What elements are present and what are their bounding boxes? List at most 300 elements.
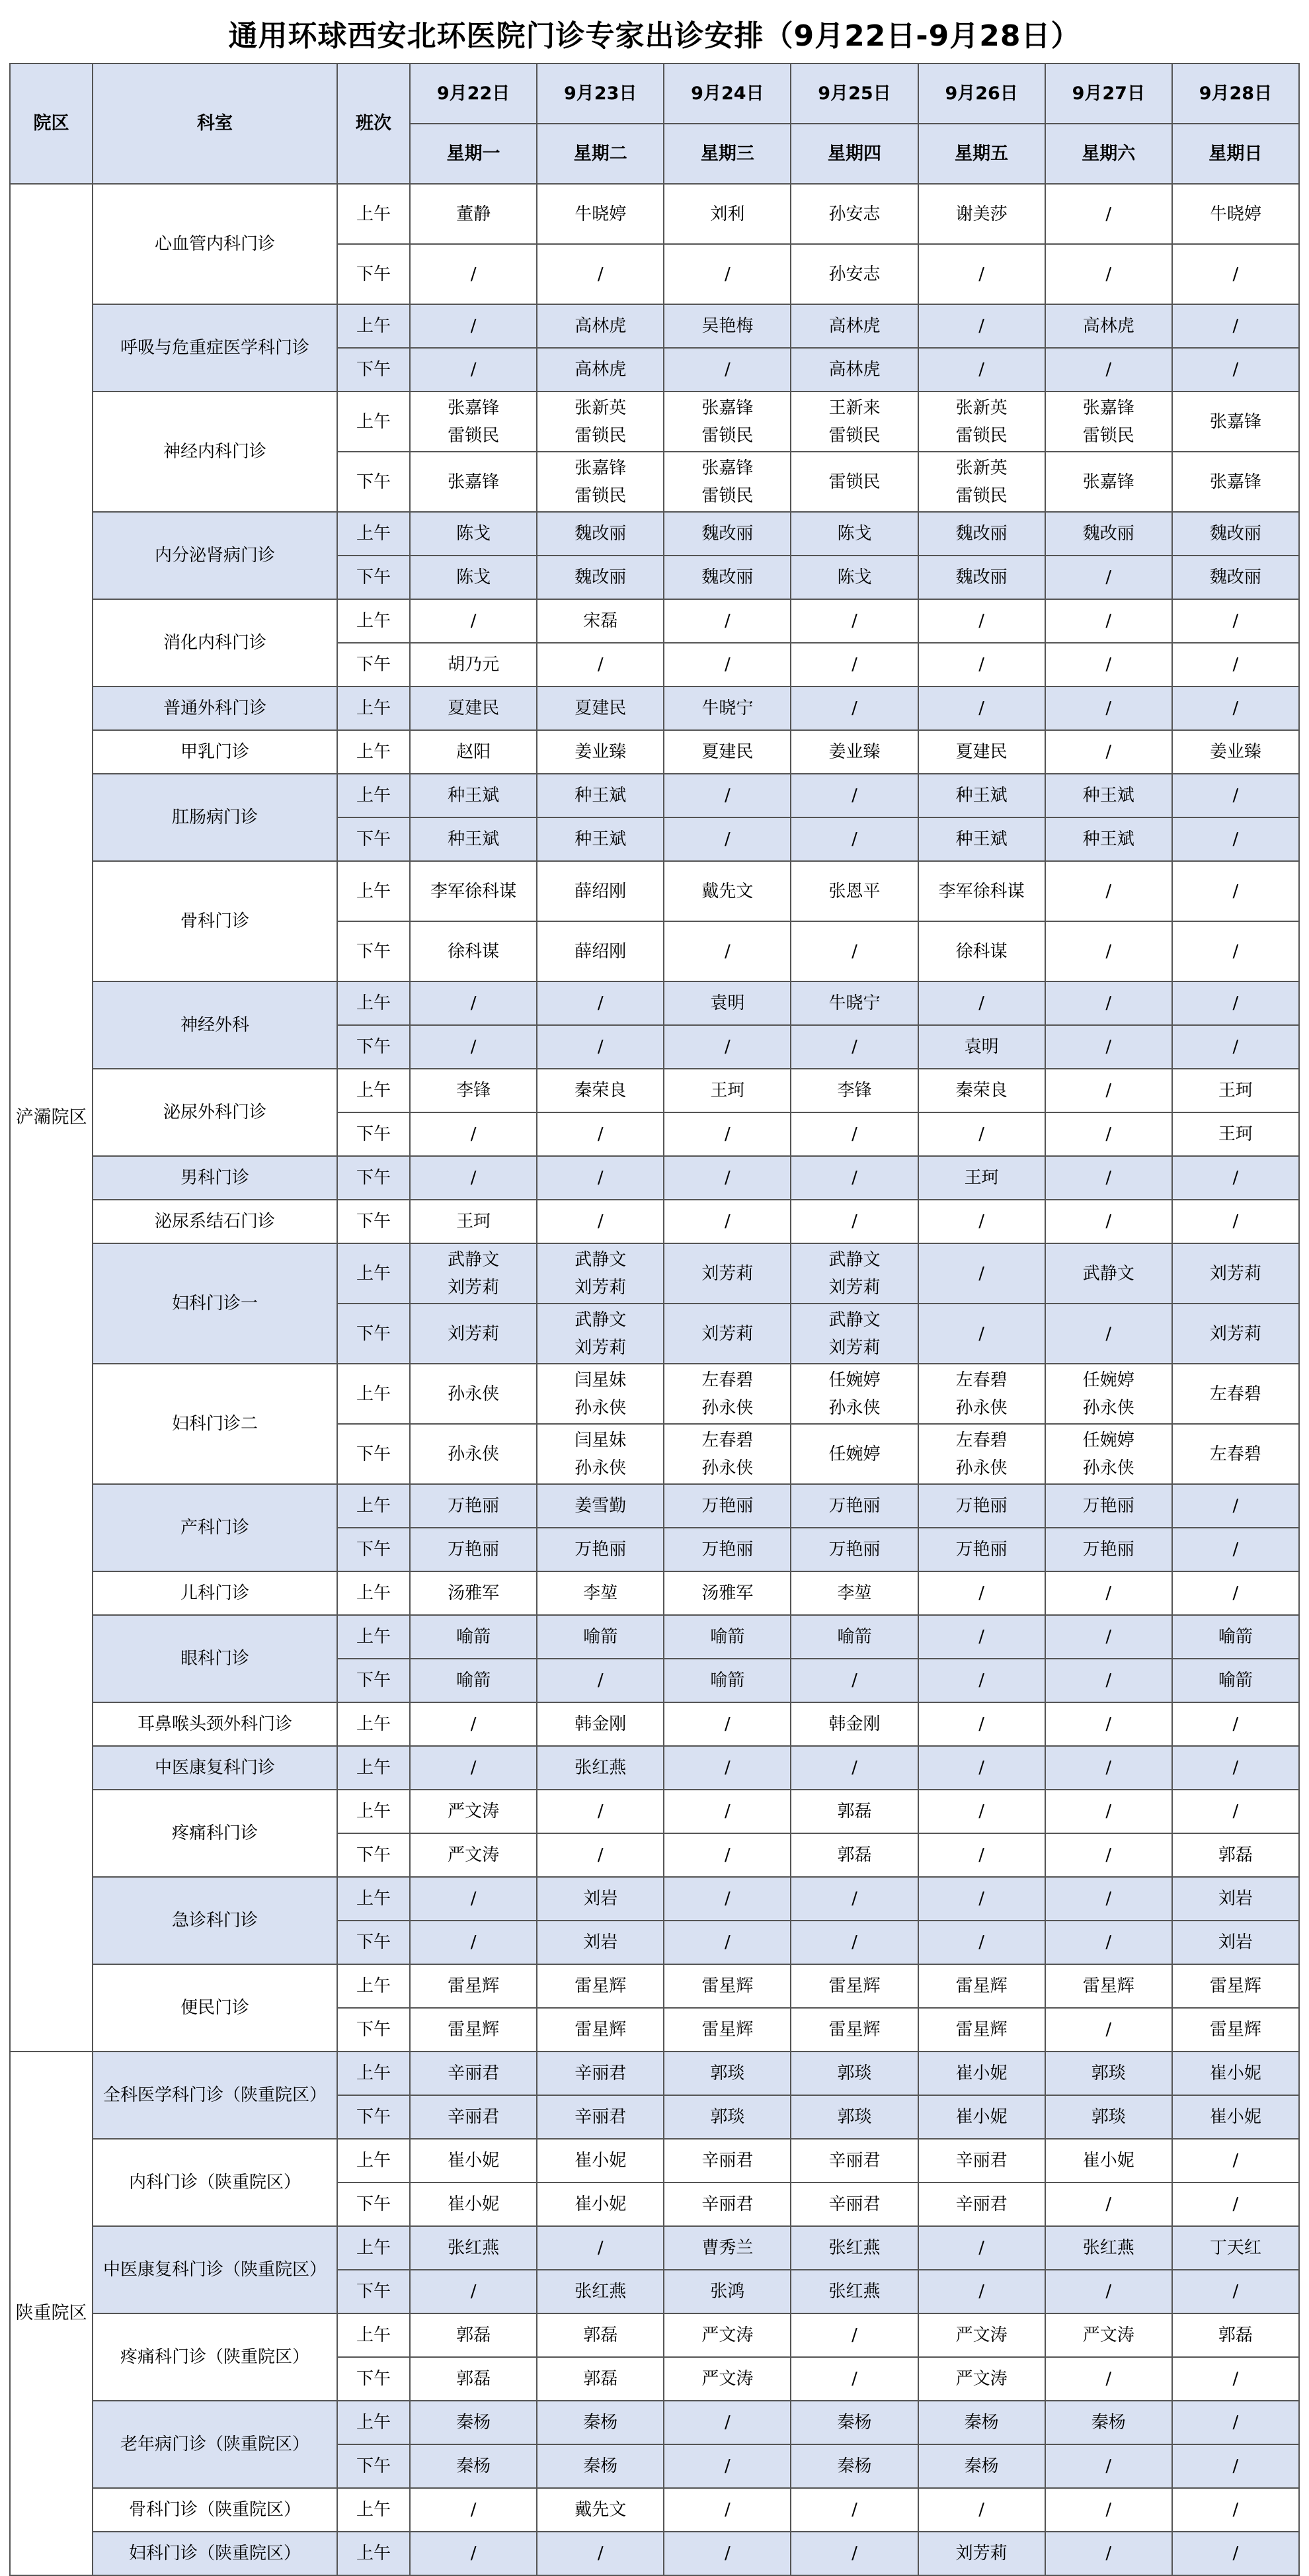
doctor-cell: 袁明 (918, 1025, 1045, 1069)
header-weekday: 星期六 (1045, 124, 1172, 184)
doctor-cell: / (1045, 184, 1172, 244)
doctor-cell: / (1045, 1304, 1172, 1364)
doctor-cell: 汤雅军 (410, 1571, 537, 1615)
doctor-cell: 刘芳莉 (664, 1304, 791, 1364)
doctor-cell (410, 392, 537, 452)
header-date: 9月28日 (1172, 63, 1299, 124)
doctor-cell: 郭磊 (410, 2313, 537, 2357)
department-cell: 神经外科 (93, 981, 337, 1069)
doctor-cell: 宋磊 (537, 599, 664, 643)
table-row (10, 1702, 1299, 1746)
doctor-cell: 孙安志 (791, 184, 918, 244)
session-cell: 上午 (337, 304, 410, 348)
doctor-cell: / (791, 2488, 918, 2532)
doctor-cell: 左春碧 (1172, 1424, 1299, 1484)
doctor-name: 武静文 (575, 1249, 627, 1270)
department-cell: 老年病门诊（陕重院区） (93, 2401, 337, 2488)
doctor-cell: / (410, 304, 537, 348)
doctor-cell (664, 1364, 791, 1424)
doctor-cell: / (410, 599, 537, 643)
doctor-cell: 郭磊 (1172, 1833, 1299, 1877)
doctor-cell: 魏改丽 (537, 512, 664, 556)
doctor-cell: 喻箭 (1172, 1659, 1299, 1702)
doctor-cell: / (1172, 2401, 1299, 2444)
doctor-cell: / (791, 1877, 918, 1921)
header-weekday: 星期日 (1172, 124, 1299, 184)
doctor-cell: / (918, 1790, 1045, 1833)
doctor-cell: 薛绍刚 (537, 861, 664, 921)
session-cell: 上午 (337, 1484, 410, 1528)
doctor-cell: / (918, 1112, 1045, 1156)
doctor-cell: 董静 (410, 184, 537, 244)
doctor-cell: / (918, 1304, 1045, 1364)
doctor-cell: / (1172, 1156, 1299, 1200)
department-cell: 泌尿外科门诊 (93, 1069, 337, 1156)
session-cell: 下午 (337, 1833, 410, 1877)
doctor-cell: 牛晓婷 (537, 184, 664, 244)
doctor-cell: 雷星辉 (537, 1964, 664, 2008)
doctor-name: 左春碧 (701, 1430, 754, 1450)
doctor-cell: / (1172, 2444, 1299, 2488)
session-cell: 下午 (337, 244, 410, 304)
doctor-cell: 雷星辉 (918, 1964, 1045, 2008)
doctor-cell: 李锋 (410, 1069, 537, 1112)
doctor-cell: / (1172, 1484, 1299, 1528)
doctor-cell: 高林虎 (537, 348, 664, 392)
doctor-cell: / (537, 2226, 664, 2270)
doctor-cell: / (918, 686, 1045, 730)
doctor-cell: 种王斌 (537, 774, 664, 817)
doctor-cell: 夏建民 (664, 730, 791, 774)
department-cell: 骨科门诊 (93, 861, 337, 981)
doctor-cell: 牛晓婷 (1172, 184, 1299, 244)
doctor-cell: 辛丽君 (410, 2095, 537, 2139)
doctor-cell: / (1045, 1615, 1172, 1659)
doctor-cell: 严文涛 (664, 2357, 791, 2401)
session-cell: 下午 (337, 348, 410, 392)
doctor-cell: 张嘉锋 (1172, 452, 1299, 512)
campus-cell: 陕重院区 (10, 2052, 93, 2575)
department-cell: 便民门诊 (93, 1964, 337, 2052)
session-cell: 下午 (337, 921, 410, 981)
doctor-name: 左春碧 (955, 1370, 1008, 1390)
doctor-cell: 辛丽君 (791, 2182, 918, 2226)
doctor-cell (537, 1304, 664, 1364)
doctor-cell: / (664, 1025, 791, 1069)
doctor-cell: 丁天红 (1172, 2226, 1299, 2270)
table-row (10, 392, 1299, 452)
header-campus: 院区 (10, 63, 93, 184)
doctor-cell: 崔小妮 (1172, 2095, 1299, 2139)
doctor-cell: / (918, 1702, 1045, 1746)
department-cell: 疼痛科门诊（陕重院区） (93, 2313, 337, 2401)
header-weekday: 星期四 (791, 124, 918, 184)
department-cell: 肛肠病门诊 (93, 774, 337, 861)
doctor-cell: 万艳丽 (918, 1528, 1045, 1571)
doctor-cell: 孙永侠 (410, 1364, 537, 1424)
table-row (10, 1571, 1299, 1615)
department-cell: 中医康复科门诊（陕重院区） (93, 2226, 337, 2313)
doctor-cell: / (410, 1746, 537, 1790)
doctor-cell: 崔小妮 (1172, 2052, 1299, 2095)
session-cell: 下午 (337, 452, 410, 512)
doctor-cell: / (918, 643, 1045, 686)
doctor-name: 雷锁民 (1082, 425, 1134, 446)
doctor-cell: / (791, 2313, 918, 2357)
doctor-name: 雷锁民 (955, 485, 1008, 506)
doctor-cell: 秦杨 (537, 2444, 664, 2488)
doctor-cell: / (791, 1921, 918, 1964)
session-cell: 下午 (337, 643, 410, 686)
doctor-name: 刘芳莉 (575, 1277, 627, 1298)
doctor-cell: 种王斌 (1045, 817, 1172, 861)
doctor-cell: 戴先文 (664, 861, 791, 921)
header-weekday: 星期三 (664, 124, 791, 184)
doctor-cell: / (1045, 1921, 1172, 1964)
table-row (10, 1964, 1299, 2008)
session-cell: 下午 (337, 1659, 410, 1702)
department-cell: 眼科门诊 (93, 1615, 337, 1702)
session-cell: 上午 (337, 1069, 410, 1112)
session-cell: 上午 (337, 2401, 410, 2444)
doctor-cell: 高林虎 (791, 348, 918, 392)
department-cell: 男科门诊 (93, 1156, 337, 1200)
table-row (10, 1364, 1299, 1424)
doctor-cell: 高林虎 (1045, 304, 1172, 348)
session-cell: 上午 (337, 1790, 410, 1833)
doctor-cell: / (918, 2270, 1045, 2313)
doctor-cell: / (664, 1156, 791, 1200)
doctor-cell: 刘岩 (1172, 1921, 1299, 1964)
session-cell: 上午 (337, 2226, 410, 2270)
doctor-name: 张嘉锋 (448, 397, 500, 418)
doctor-cell (537, 1243, 664, 1304)
doctor-name: 雷锁民 (448, 425, 500, 446)
doctor-cell: / (918, 981, 1045, 1025)
doctor-cell: 刘岩 (537, 1877, 664, 1921)
doctor-cell: / (918, 304, 1045, 348)
doctor-name: 雷锁民 (575, 425, 627, 446)
doctor-cell: / (410, 2488, 537, 2532)
doctor-cell: 郭琰 (791, 2052, 918, 2095)
doctor-name: 张新英 (955, 397, 1008, 418)
doctor-cell: / (410, 1025, 537, 1069)
doctor-cell: / (1172, 1200, 1299, 1243)
doctor-cell: 万艳丽 (537, 1528, 664, 1571)
session-cell: 上午 (337, 1746, 410, 1790)
doctor-cell: 雷星辉 (791, 1964, 918, 2008)
doctor-cell: 种王斌 (918, 774, 1045, 817)
doctor-cell (1045, 392, 1172, 452)
doctor-cell: 崔小妮 (1045, 2139, 1172, 2182)
doctor-cell: 喻箭 (791, 1615, 918, 1659)
doctor-name: 张新英 (575, 397, 627, 418)
doctor-cell: / (410, 348, 537, 392)
doctor-name: 雷锁民 (828, 425, 881, 446)
doctor-name: 雷锁民 (701, 485, 754, 506)
doctor-cell: / (664, 348, 791, 392)
doctor-name: 武静文 (828, 1249, 881, 1270)
doctor-cell: 陈戈 (410, 512, 537, 556)
header-date: 9月22日 (410, 63, 537, 124)
doctor-cell: 雷星辉 (1172, 2008, 1299, 2052)
doctor-cell: / (918, 348, 1045, 392)
doctor-cell: 孙安志 (791, 244, 918, 304)
doctor-cell: 秦杨 (1045, 2401, 1172, 2444)
table-row (10, 730, 1299, 774)
doctor-cell: 雷星辉 (791, 2008, 918, 2052)
doctor-cell: 刘芳莉 (1172, 1243, 1299, 1304)
doctor-cell: 种王斌 (1045, 774, 1172, 817)
doctor-cell: / (1172, 348, 1299, 392)
doctor-cell: / (410, 2270, 537, 2313)
doctor-cell: 刘芳莉 (664, 1243, 791, 1304)
doctor-cell: / (1045, 861, 1172, 921)
session-cell: 上午 (337, 392, 410, 452)
doctor-name: 刘芳莉 (828, 1277, 881, 1298)
doctor-cell (537, 452, 664, 512)
doctor-name: 张嘉锋 (701, 458, 754, 478)
campus-cell: 浐灞院区 (10, 184, 93, 2052)
department-cell: 急诊科门诊 (93, 1877, 337, 1964)
doctor-cell: 郭磊 (1172, 2313, 1299, 2357)
doctor-cell: 张嘉锋 (410, 452, 537, 512)
session-cell: 下午 (337, 2008, 410, 2052)
table-row (10, 2313, 1299, 2357)
doctor-cell: / (1045, 1200, 1172, 1243)
session-cell: 下午 (337, 1424, 410, 1484)
doctor-name: 武静文 (575, 1309, 627, 1330)
doctor-cell: 张红燕 (537, 1746, 664, 1790)
doctor-cell: 张恩平 (791, 861, 918, 921)
doctor-cell: / (791, 774, 918, 817)
header-date: 9月26日 (918, 63, 1045, 124)
doctor-cell: / (918, 2226, 1045, 2270)
doctor-cell: 严文涛 (1045, 2313, 1172, 2357)
table-row (10, 2226, 1299, 2270)
doctor-cell: 孙永侠 (410, 1424, 537, 1484)
doctor-cell: / (1045, 1571, 1172, 1615)
table-row (10, 1615, 1299, 1659)
doctor-cell: 雷星辉 (664, 1964, 791, 2008)
session-cell: 上午 (337, 1964, 410, 2008)
doctor-cell: / (791, 1659, 918, 1702)
doctor-cell: / (1045, 556, 1172, 599)
doctor-cell: 秦荣良 (537, 1069, 664, 1112)
table-row (10, 184, 1299, 244)
doctor-cell: 雷星辉 (1045, 1964, 1172, 2008)
doctor-cell: / (918, 2488, 1045, 2532)
doctor-cell: / (918, 599, 1045, 643)
session-cell: 下午 (337, 2444, 410, 2488)
doctor-cell: / (664, 774, 791, 817)
doctor-name: 孙永侠 (701, 1458, 754, 1478)
doctor-name: 雷锁民 (955, 425, 1008, 446)
doctor-cell: / (791, 1200, 918, 1243)
doctor-cell: / (664, 2532, 791, 2575)
table-row (10, 774, 1299, 817)
doctor-cell: / (537, 1790, 664, 1833)
doctor-cell: / (1045, 1659, 1172, 1702)
doctor-cell: / (537, 1112, 664, 1156)
doctor-cell: 崔小妮 (537, 2182, 664, 2226)
session-cell: 下午 (337, 2357, 410, 2401)
session-cell: 上午 (337, 1877, 410, 1921)
doctor-cell: 万艳丽 (410, 1528, 537, 1571)
table-row (10, 304, 1299, 348)
doctor-cell: / (1172, 921, 1299, 981)
doctor-cell: / (1045, 2270, 1172, 2313)
table-row (10, 2401, 1299, 2444)
doctor-cell: 严文涛 (410, 1833, 537, 1877)
doctor-name: 王新来 (828, 397, 881, 418)
department-cell: 甲乳门诊 (93, 730, 337, 774)
doctor-cell: 种王斌 (918, 817, 1045, 861)
doctor-cell (1045, 1364, 1172, 1424)
doctor-cell: / (1045, 1833, 1172, 1877)
session-cell: 上午 (337, 730, 410, 774)
doctor-cell: / (1045, 1702, 1172, 1746)
doctor-cell: / (664, 1702, 791, 1746)
session-cell: 上午 (337, 981, 410, 1025)
doctor-cell: / (664, 2444, 791, 2488)
doctor-cell (791, 1364, 918, 1424)
doctor-cell: 喻箭 (664, 1659, 791, 1702)
table-row (10, 1790, 1299, 1833)
doctor-cell: / (1172, 2357, 1299, 2401)
doctor-cell: 夏建民 (410, 686, 537, 730)
department-cell: 心血管内科门诊 (93, 184, 337, 304)
doctor-cell: 姜业臻 (1172, 730, 1299, 774)
doctor-cell: 薛绍刚 (537, 921, 664, 981)
department-cell: 妇科门诊二 (93, 1364, 337, 1484)
doctor-name: 张嘉锋 (575, 458, 627, 478)
doctor-cell: / (1172, 2270, 1299, 2313)
doctor-cell: 严文涛 (664, 2313, 791, 2357)
doctor-cell: 汤雅军 (664, 1571, 791, 1615)
doctor-cell: 辛丽君 (664, 2139, 791, 2182)
doctor-cell: / (1172, 1025, 1299, 1069)
doctor-cell: 喻箭 (410, 1659, 537, 1702)
table-row (10, 1877, 1299, 1921)
doctor-cell: / (410, 1921, 537, 1964)
doctor-name: 孙永侠 (701, 1397, 754, 1418)
department-cell: 儿科门诊 (93, 1571, 337, 1615)
doctor-cell: 陈戈 (791, 556, 918, 599)
doctor-cell: 姜业臻 (791, 730, 918, 774)
doctor-cell: 徐科谋 (410, 921, 537, 981)
doctor-cell: / (1045, 2008, 1172, 2052)
doctor-cell: / (1045, 2444, 1172, 2488)
table-row (10, 1069, 1299, 1112)
doctor-cell: 种王斌 (537, 817, 664, 861)
doctor-name: 任婉婷 (1082, 1430, 1134, 1450)
doctor-cell (918, 452, 1045, 512)
doctor-cell: / (410, 1702, 537, 1746)
doctor-cell: / (918, 1571, 1045, 1615)
doctor-name: 闫星妹 (575, 1430, 627, 1450)
doctor-cell: 魏改丽 (918, 512, 1045, 556)
doctor-cell: 辛丽君 (537, 2052, 664, 2095)
department-cell: 呼吸与危重症医学科门诊 (93, 304, 337, 392)
table-row (10, 1156, 1299, 1200)
session-cell: 下午 (337, 2095, 410, 2139)
doctor-cell: / (410, 244, 537, 304)
doctor-name: 张新英 (955, 458, 1008, 478)
doctor-cell: 郭磊 (537, 2357, 664, 2401)
session-cell: 上午 (337, 599, 410, 643)
doctor-name: 雷锁民 (701, 425, 754, 446)
doctor-cell: / (791, 1112, 918, 1156)
doctor-cell: 夏建民 (537, 686, 664, 730)
doctor-cell: 秦杨 (410, 2401, 537, 2444)
doctor-cell: 魏改丽 (664, 556, 791, 599)
department-cell: 耳鼻喉头颈外科门诊 (93, 1702, 337, 1746)
doctor-cell: / (1045, 1025, 1172, 1069)
doctor-cell: 刘芳莉 (410, 1304, 537, 1364)
doctor-name: 左春碧 (955, 1430, 1008, 1450)
doctor-cell: 辛丽君 (664, 2182, 791, 2226)
doctor-cell: 秦荣良 (918, 1069, 1045, 1112)
doctor-cell: / (791, 817, 918, 861)
doctor-name: 孙永侠 (828, 1397, 881, 1418)
table-row (10, 2488, 1299, 2532)
doctor-name: 左春碧 (701, 1370, 754, 1390)
doctor-cell: / (791, 599, 918, 643)
doctor-cell: 秦杨 (791, 2444, 918, 2488)
session-cell: 上午 (337, 2488, 410, 2532)
doctor-cell: 张鸿 (664, 2270, 791, 2313)
doctor-cell: / (1172, 1746, 1299, 1790)
doctor-cell: / (664, 599, 791, 643)
session-cell: 上午 (337, 1615, 410, 1659)
header-row-dates (10, 63, 1299, 124)
department-cell: 妇科门诊（陕重院区） (93, 2532, 337, 2575)
doctor-cell: 崔小妮 (918, 2095, 1045, 2139)
doctor-name: 孙永侠 (1082, 1397, 1134, 1418)
session-cell: 上午 (337, 1364, 410, 1424)
department-cell: 消化内科门诊 (93, 599, 337, 686)
doctor-cell (918, 1364, 1045, 1424)
doctor-cell: 崔小妮 (410, 2182, 537, 2226)
doctor-cell (664, 452, 791, 512)
doctor-cell: 魏改丽 (1172, 556, 1299, 599)
doctor-cell: 辛丽君 (410, 2052, 537, 2095)
doctor-cell: / (664, 1746, 791, 1790)
doctor-cell: 秦杨 (410, 2444, 537, 2488)
doctor-cell: / (537, 1156, 664, 1200)
doctor-name: 刘芳莉 (828, 1337, 881, 1358)
doctor-cell: / (918, 1746, 1045, 1790)
doctor-cell: 李锋 (791, 1069, 918, 1112)
doctor-cell (537, 1424, 664, 1484)
doctor-name: 武静文 (828, 1309, 881, 1330)
session-cell: 上午 (337, 774, 410, 817)
doctor-name: 任婉婷 (828, 1370, 881, 1390)
doctor-name: 雷锁民 (575, 485, 627, 506)
doctor-cell: 任婉婷 (791, 1424, 918, 1484)
doctor-cell: 张红燕 (791, 2270, 918, 2313)
doctor-cell: 袁明 (664, 981, 791, 1025)
doctor-cell: / (1172, 599, 1299, 643)
header-weekday: 星期二 (537, 124, 664, 184)
doctor-cell: 陈戈 (791, 512, 918, 556)
doctor-cell: / (537, 1200, 664, 1243)
session-cell: 上午 (337, 184, 410, 244)
doctor-cell: / (1045, 2488, 1172, 2532)
doctor-cell: 秦杨 (791, 2401, 918, 2444)
doctor-cell: 郭琰 (791, 2095, 918, 2139)
